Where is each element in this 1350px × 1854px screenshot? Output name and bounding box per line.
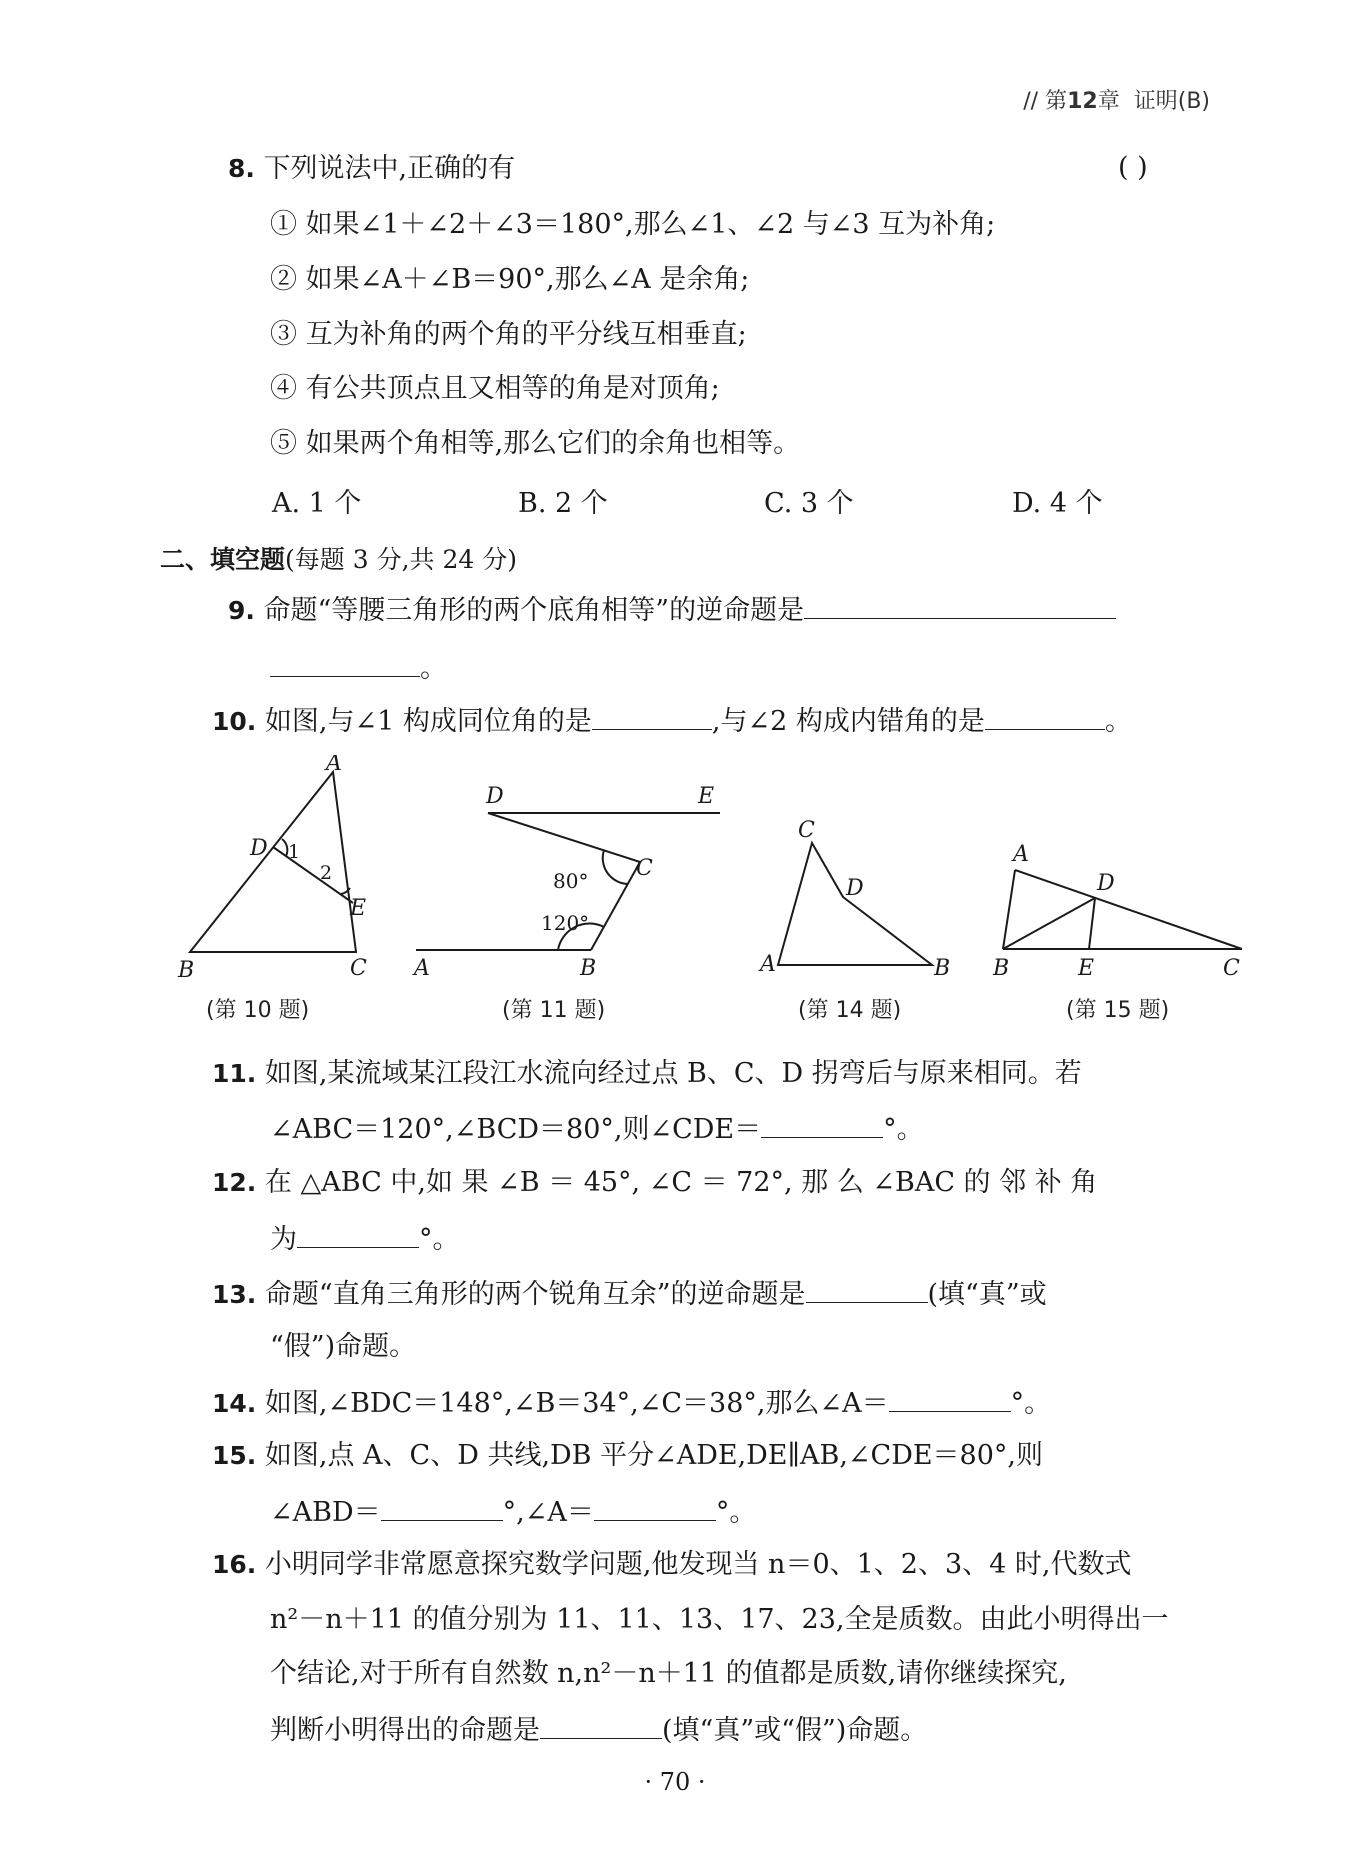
- figure-11-svg: [408, 775, 728, 990]
- label-c: C: [636, 856, 653, 881]
- option-a[interactable]: A. 1 个: [272, 488, 362, 519]
- answer-blank[interactable]: [540, 1712, 662, 1739]
- figure-15-caption: (第 15 题): [1066, 998, 1170, 1023]
- question-text: 小明同学非常愿意探究数学问题,他发现当 n＝0、1、2、3、4 时,代数式: [264, 1549, 1132, 1580]
- question-text: 如图,∠BDC＝148°,∠B＝34°,∠C＝38°,那么∠A＝: [264, 1388, 889, 1419]
- question-13: [212, 1276, 1047, 1312]
- label-a: A: [760, 952, 776, 977]
- question-text: ,与∠2 构成内错角的是: [711, 706, 985, 737]
- answer-blank[interactable]: [381, 1494, 503, 1521]
- question-text: ∠ABC＝120°,∠BCD＝80°,则∠CDE＝: [270, 1114, 762, 1145]
- question-text: 如图,点 A、C、D 共线,DB 平分∠ADE,DE∥AB,∠CDE＝80°,则: [264, 1440, 1043, 1471]
- answer-blank[interactable]: [594, 1494, 716, 1521]
- page-number: · 70 ·: [644, 1768, 706, 1796]
- question-number: 15.: [212, 1441, 257, 1470]
- label-d: D: [250, 836, 268, 861]
- question-12: [212, 1166, 1097, 1200]
- chapter-prefix: 第: [1045, 89, 1068, 114]
- statement-2: ② 如果∠A＋∠B＝90°,那么∠A 是余角;: [270, 264, 750, 295]
- question-9-cont: [270, 650, 447, 686]
- question-16: [212, 1548, 1132, 1582]
- figure-11-caption: (第 11 题): [502, 998, 606, 1023]
- question-10: [212, 703, 1132, 739]
- answer-blank[interactable]: [592, 703, 712, 730]
- question-15-cont: [270, 1494, 756, 1530]
- question-12-cont: [270, 1221, 460, 1257]
- figure-10-caption: (第 10 题): [206, 998, 310, 1023]
- section-title: 二、填空题: [160, 545, 286, 574]
- statement-3: ③ 互为补角的两个角的平分线互相垂直;: [270, 319, 747, 350]
- label-1: 1: [288, 841, 301, 863]
- statement-4: ④ 有公共顶点且又相等的角是对顶角;: [270, 373, 720, 404]
- figure-15-svg: [985, 835, 1245, 985]
- answer-blank[interactable]: [297, 1221, 419, 1248]
- question-15: [212, 1439, 1043, 1473]
- label-e: E: [698, 784, 715, 809]
- answer-blank[interactable]: [985, 703, 1105, 730]
- chapter-header: [1023, 84, 1210, 115]
- question-number: 13.: [212, 1280, 257, 1309]
- label-b: B: [580, 956, 597, 981]
- label-d: D: [846, 876, 864, 901]
- label-a: A: [1013, 842, 1029, 867]
- label-d: D: [486, 784, 504, 809]
- figure-10: [170, 755, 390, 999]
- question-number: 14.: [212, 1389, 257, 1418]
- question-11-cont: [270, 1111, 924, 1147]
- label-a: A: [414, 956, 430, 981]
- question-8: [228, 152, 515, 186]
- question-14: [212, 1385, 1051, 1421]
- quadrilateral-cabd: [778, 843, 932, 965]
- question-number: 10.: [212, 707, 257, 736]
- question-16-line2: n²－n＋11 的值分别为 11、11、13、17、23,全是质数。由此小明得出一: [270, 1604, 1169, 1635]
- label-c: C: [798, 818, 815, 843]
- option-c[interactable]: C. 3 个: [764, 488, 854, 519]
- label-d: D: [1097, 871, 1115, 896]
- label-b: B: [934, 956, 951, 981]
- answer-paren[interactable]: ( ): [1118, 152, 1148, 183]
- question-16-line4: [270, 1712, 927, 1748]
- option-d[interactable]: D. 4 个: [1012, 488, 1103, 519]
- question-13-cont: “假”)命题。: [270, 1331, 417, 1362]
- unit-end: °。: [883, 1114, 924, 1145]
- question-text: (填“真”或: [927, 1279, 1047, 1310]
- answer-blank[interactable]: [806, 1276, 928, 1303]
- label-c: C: [1223, 956, 1240, 981]
- question-9: [228, 592, 1116, 628]
- question-16-line3: 个结论,对于所有自然数 n,n²－n＋11 的值都是质数,请你继续探究,: [270, 1658, 1067, 1689]
- label-c: C: [350, 956, 367, 981]
- question-text: 在 △ABC 中,如 果 ∠B ＝ 45°, ∠C ＝ 72°, 那 么 ∠BAC 的 邻 补 角: [264, 1167, 1098, 1198]
- chapter-number: 12: [1067, 89, 1098, 114]
- statement-1: ① 如果∠1＋∠2＋∠3＝180°,那么∠1、∠2 与∠3 互为补角;: [270, 209, 996, 240]
- segment-bd: [1003, 898, 1095, 949]
- question-stem: 下列说法中,正确的有: [263, 153, 516, 184]
- answer-blank[interactable]: [270, 650, 420, 677]
- question-text: 判断小明得出的命题是: [270, 1715, 540, 1746]
- statement-5: ⑤ 如果两个角相等,那么它们的余角也相等。: [270, 428, 801, 459]
- chapter-suffix: 章: [1097, 89, 1120, 114]
- section-note: (每题 3 分,共 24 分): [285, 545, 517, 574]
- option-b[interactable]: B. 2 个: [518, 488, 608, 519]
- label-e: E: [1078, 956, 1095, 981]
- label-120deg: 120°: [541, 911, 590, 935]
- period: 。: [420, 653, 447, 684]
- segment-cb: [591, 862, 640, 950]
- question-number: 12.: [212, 1168, 257, 1197]
- segment-ac: [1015, 870, 1242, 949]
- answer-blank[interactable]: [889, 1385, 1011, 1412]
- question-text: ∠ABD＝: [270, 1497, 381, 1528]
- question-number: 11.: [212, 1059, 257, 1088]
- label-80deg: 80°: [553, 869, 589, 893]
- segment-dc: [488, 813, 640, 862]
- question-text: °,∠A＝: [502, 1497, 594, 1528]
- unit-end: °。: [1010, 1388, 1052, 1419]
- label-a: A: [326, 755, 342, 776]
- figure-14: [750, 815, 970, 989]
- section-fill-in: [160, 540, 517, 576]
- question-text: 命题“直角三角形的两个锐角互余”的逆命题是: [264, 1279, 806, 1310]
- answer-blank[interactable]: [761, 1111, 883, 1138]
- question-text: 为: [270, 1224, 297, 1255]
- question-number: 8.: [228, 154, 255, 183]
- figure-15: [985, 835, 1245, 989]
- question-text: 命题“等腰三角形的两个底角相等”的逆命题是: [263, 595, 805, 626]
- figure-11: [408, 775, 728, 994]
- question-number: 16.: [212, 1550, 257, 1579]
- question-text: 如图,某流域某江段江水流向经过点 B、C、D 拐弯后与原来相同。若: [264, 1058, 1082, 1089]
- figure-14-caption: (第 14 题): [798, 998, 902, 1023]
- figure-14-svg: [750, 815, 970, 985]
- label-2: 2: [320, 862, 333, 884]
- question-text: 如图,与∠1 构成同位角的是: [264, 706, 592, 737]
- unit-end: °。: [419, 1224, 460, 1255]
- label-e: E: [350, 896, 367, 921]
- figure-10-svg: [170, 755, 390, 995]
- label-b: B: [178, 958, 195, 983]
- segment-de: [273, 847, 353, 903]
- segment-de: [1089, 898, 1095, 949]
- question-text: (填“真”或“假”)命题。: [662, 1715, 928, 1746]
- unit-end: °。: [715, 1497, 757, 1528]
- question-11: [212, 1057, 1082, 1091]
- period: 。: [1104, 706, 1132, 737]
- label-b: B: [993, 956, 1010, 981]
- answer-blank[interactable]: [804, 592, 1116, 619]
- question-number: 9.: [228, 596, 255, 625]
- header-mark: //: [1023, 89, 1046, 114]
- chapter-title: 证明(B): [1133, 89, 1210, 114]
- segment-ab: [1003, 870, 1015, 949]
